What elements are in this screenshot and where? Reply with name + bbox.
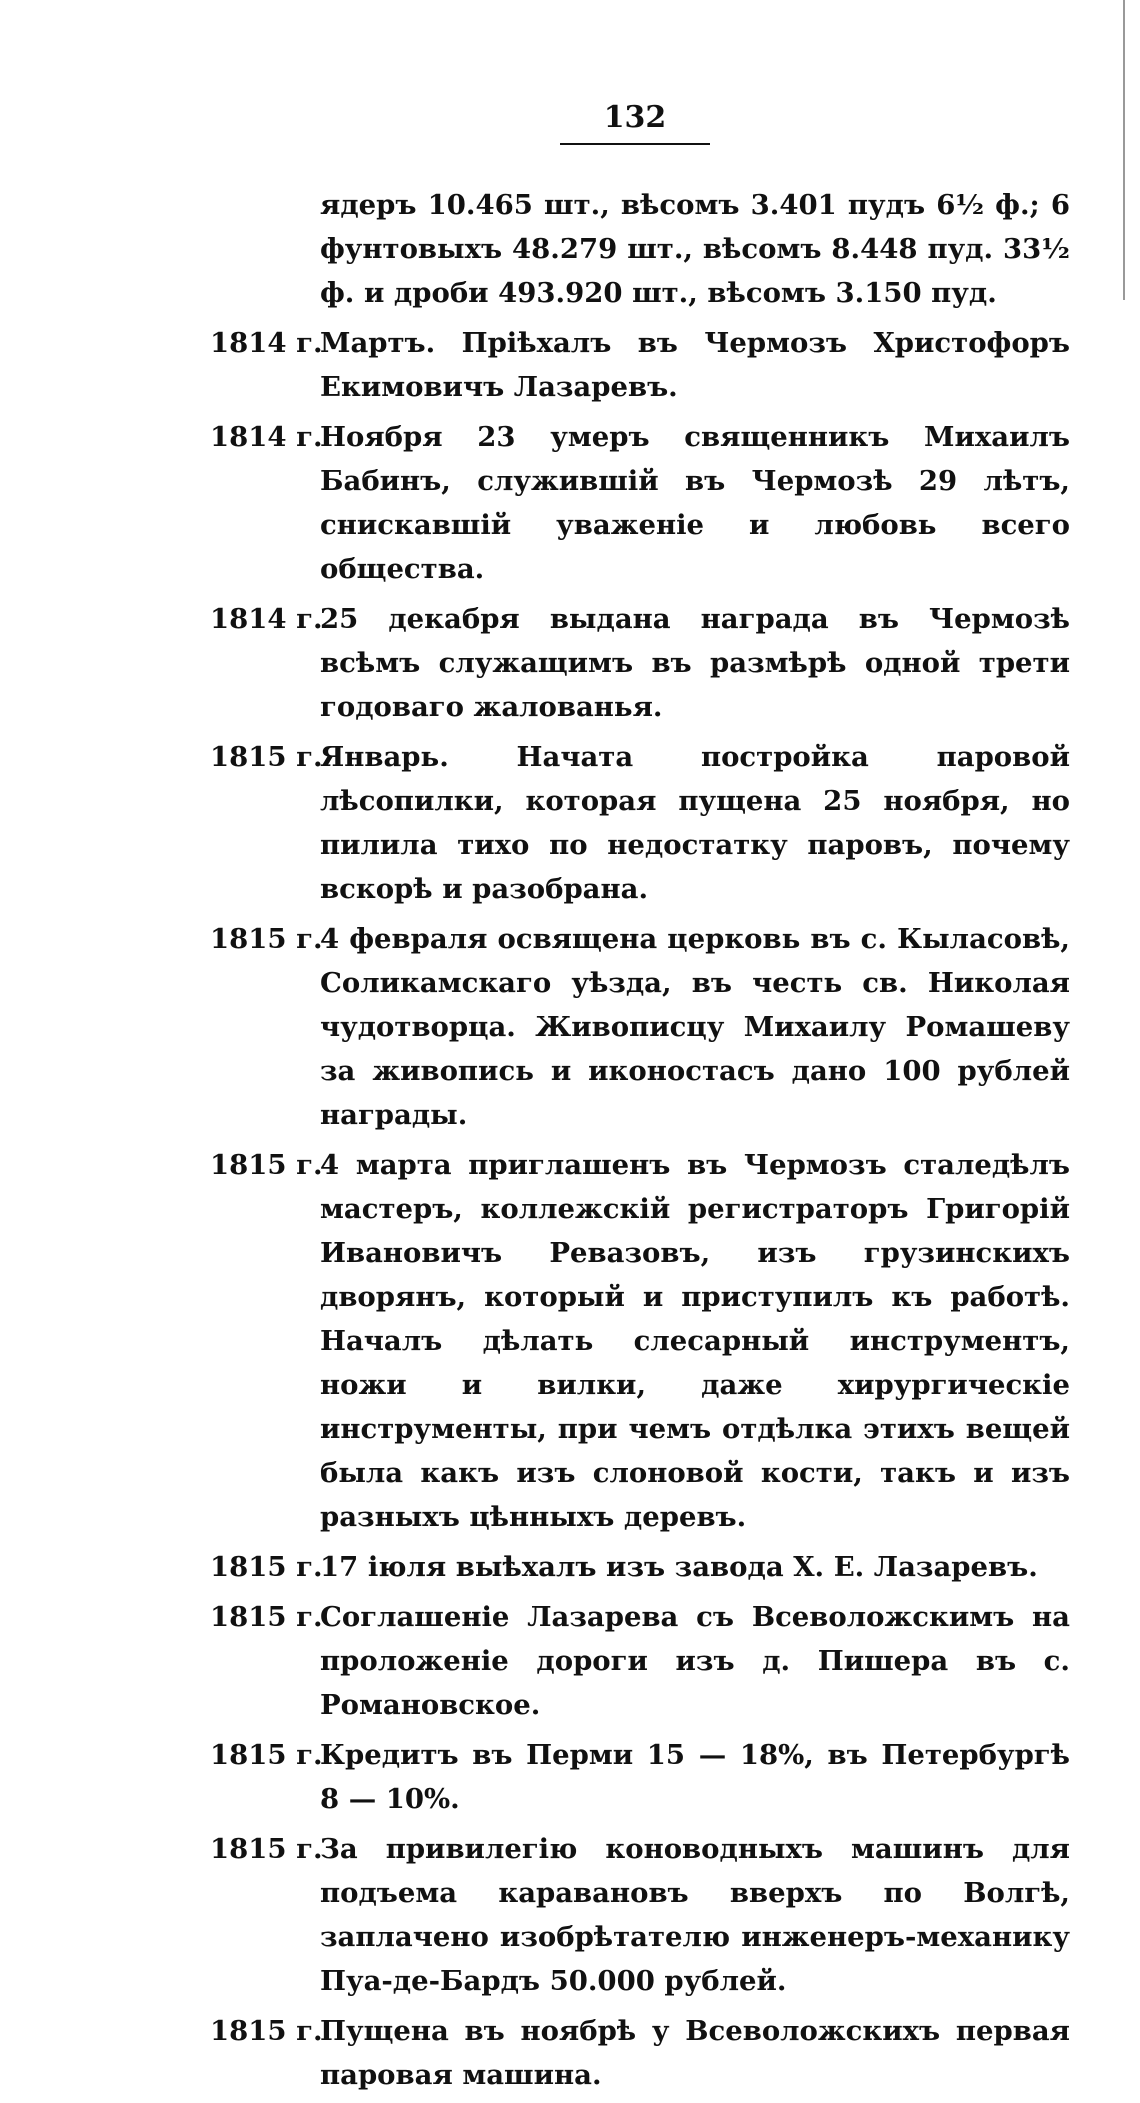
page-body [210, 183, 1070, 2103]
chronicle-entry [210, 1733, 1070, 1821]
entry-text: Кредитъ въ Перми 15 — 18%, въ Петербургѣ 8 — 10%. [320, 1739, 1070, 1815]
entry-text: 17 іюля выѣхалъ изъ завода X. Е. Лазаревъ. [320, 1551, 1038, 1583]
entry-year: 1815 г. [210, 2015, 323, 2047]
entry-year: 1814 г. [210, 603, 323, 635]
entry-text: Январь. Начата постройка паровой лѣсопилки, которая пущена 25 ноября, но пилила тихо по недостатку паровъ, почему вскорѣ и разобрана. [320, 741, 1070, 905]
entry-text: За привилегію коноводныхъ машинъ для подъема каравановъ вверхъ по Волгѣ, заплачено изобрѣтателю инженеръ-механику Пуа-де-Бардъ 50.000 рублей. [320, 1833, 1070, 1997]
entry-year: 1815 г. [210, 1601, 323, 1633]
chronicle-entry [210, 917, 1070, 1137]
entry-text: 25 декабря выдана награда въ Чермозѣ всѣмъ служащимъ въ размѣрѣ одной трети годоваго жалованья. [320, 603, 1070, 723]
chronicle-entry [210, 1545, 1070, 1589]
entry-year: 1814 г. [210, 327, 323, 359]
chronicle-entry [210, 415, 1070, 591]
entry-year: 1814 г. [210, 421, 323, 453]
chronicle-entry [210, 1595, 1070, 1727]
entry-text: Мартъ. Пріѣхалъ въ Чермозъ Христофоръ Екимовичъ Лазаревъ. [320, 327, 1070, 403]
entry-year: 1815 г. [210, 1739, 323, 1771]
chronicle-entry [210, 1827, 1070, 2003]
page-edge-line [1123, 0, 1125, 300]
entry-text: Соглашеніе Лазарева съ Всеволожскимъ на проложеніе дороги изъ д. Пишера въ с. Романовское. [320, 1601, 1070, 1721]
entry-text: 4 марта приглашенъ въ Чермозъ сталедѣлъ мастеръ, коллежскій регистраторъ Григорій Ивановичъ Ревазовъ, изъ грузинскихъ дворянъ, который и приступилъ къ работѣ. Началъ дѣлать слесарный инструментъ, ножи и вилки, даже хирургическіе инструменты, при чемъ отдѣлка этихъ вещей была какъ изъ слоновой кости, такъ и изъ разныхъ цѣнныхъ деревъ. [320, 1149, 1070, 1533]
entry-year: 1815 г. [210, 1833, 323, 1865]
page-number: 132 [560, 100, 710, 145]
entry-text: Ноября 23 умеръ священникъ Михаилъ Бабинъ, служившій въ Чермозѣ 29 лѣтъ, снискавшій уваженіе и любовь всего общества. [320, 421, 1070, 585]
chronicle-entry [210, 597, 1070, 729]
entry-year: 1815 г. [210, 741, 323, 773]
chronicle-entry [210, 1143, 1070, 1539]
chronicle-entry [210, 735, 1070, 911]
entry-year: 1815 г. [210, 923, 323, 955]
entry-year: 1815 г. [210, 1551, 323, 1583]
chronicle-entry [210, 2009, 1070, 2097]
entry-text: Пущена въ ноябрѣ у Всеволожскихъ первая паровая машина. [320, 2015, 1070, 2091]
lead-paragraph: ядеръ 10.465 шт., вѣсомъ 3.401 пудъ 6½ ф.; 6 фунтовыхъ 48.279 шт., вѣсомъ 8.448 пуд. 33½ ф. и дроби 493.920 шт., вѣсомъ 3.150 пуд. [320, 189, 1070, 309]
entry-text: 4 февраля освящена церковь въ с. Кыласовѣ, Соликамскаго уѣзда, въ честь св. Николая чудотворца. Живописцу Михаилу Ромашеву за живопись и иконостасъ дано 100 рублей награды. [320, 923, 1070, 1131]
chronicle-entry [210, 321, 1070, 409]
entry-year: 1815 г. [210, 1149, 323, 1181]
